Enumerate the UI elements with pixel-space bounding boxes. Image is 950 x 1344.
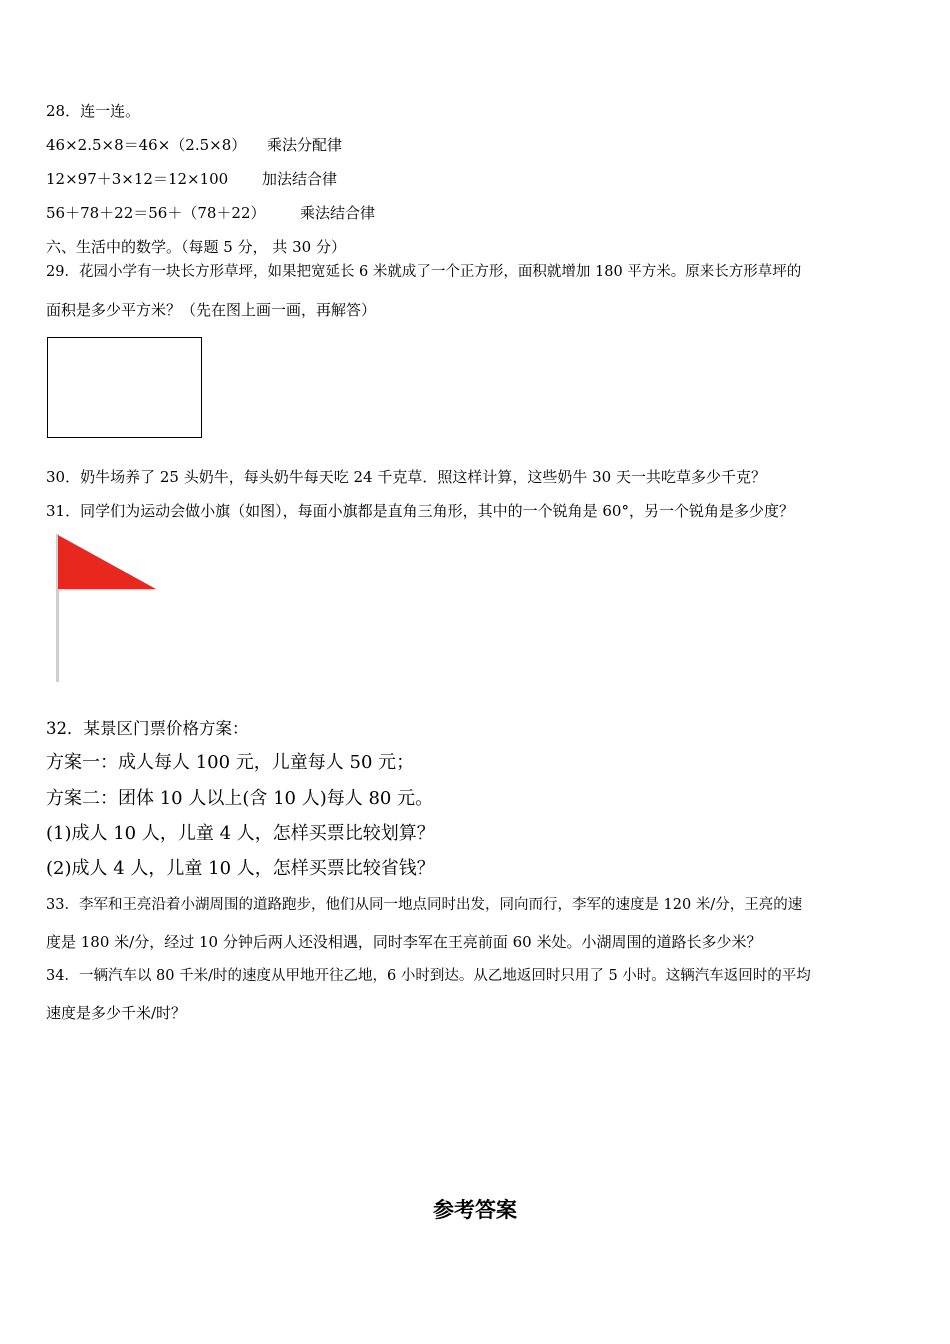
q32-sub-question-2: (2)成人 4 人，儿童 10 人，怎样买票比较省钱？ — [46, 858, 435, 879]
q33-line-2: 度是 180 米/分，经过 10 分钟后两人还没相遇，同时李军在王亮前面 60 米处。小湖周围的道路长多少米？ — [46, 933, 762, 951]
q32-sub-question-1: (1)成人 10 人，儿童 4 人，怎样买票比较划算？ — [46, 823, 435, 844]
q28-law-3: 乘法结合律 — [300, 204, 376, 222]
section-6-heading: 六、生活中的数学。（每题 5 分， 共 30 分） — [46, 238, 346, 256]
q32-plan-2: 方案二：团体 10 人以上(含 10 人)每人 80 元。 — [46, 788, 434, 809]
q28-expr-1: 46×2.5×8＝46×（2.5×8） — [46, 136, 247, 154]
q29-line-1: 29．花园小学有一块长方形草坪，如果把宽延长 6 米就成了一个正方形，面积就增加 180 平方米。原来长方形草坪的 — [46, 264, 802, 280]
q32-plan-1: 方案一：成人每人 100 元，儿童每人 50 元； — [46, 752, 415, 773]
q33-line-1: 33．李军和王亮沿着小湖周围的道路跑步，他们从同一地点同时出发，同向而行，李军的速度是 120 米/分，王亮的速 — [46, 897, 803, 913]
q28-expr-3: 56＋78＋22＝56＋（78＋22） — [46, 204, 266, 222]
q30-text: 30．奶牛场养了 25 头奶牛，每头奶牛每天吃 24 千克草．照这样计算，这些奶牛 30 天一共吃草多少千克？ — [46, 468, 766, 486]
q28-law-1: 乘法分配律 — [267, 136, 343, 154]
q34-line-2: 速度是多少千米/时？ — [46, 1004, 187, 1022]
rectangle-figure — [47, 337, 202, 438]
q28-law-2: 加法结合律 — [262, 170, 338, 188]
answers-heading: 参考答案 — [433, 1197, 517, 1222]
q32-title: 32．某景区门票价格方案： — [46, 719, 249, 738]
q28-title: 28．连一连。 — [46, 102, 141, 120]
triangle-flag-figure — [52, 532, 162, 684]
q31-text: 31．同学们为运动会做小旗（如图），每面小旗都是直角三角形，其中的一个锐角是 60°，另一个锐角是多少度？ — [46, 502, 794, 520]
q29-line-2: 面积是多少平方米？（先在图上画一画，再解答） — [46, 301, 377, 319]
flag-triangle — [58, 535, 156, 589]
q28-expr-2: 12×97＋3×12＝12×100 — [46, 170, 229, 188]
q34-line-1: 34．一辆汽车以 80 千米/时的速度从甲地开往乙地，6 小时到达。从乙地返回时只用了 5 小时。这辆汽车返回时的平均 — [46, 968, 811, 984]
